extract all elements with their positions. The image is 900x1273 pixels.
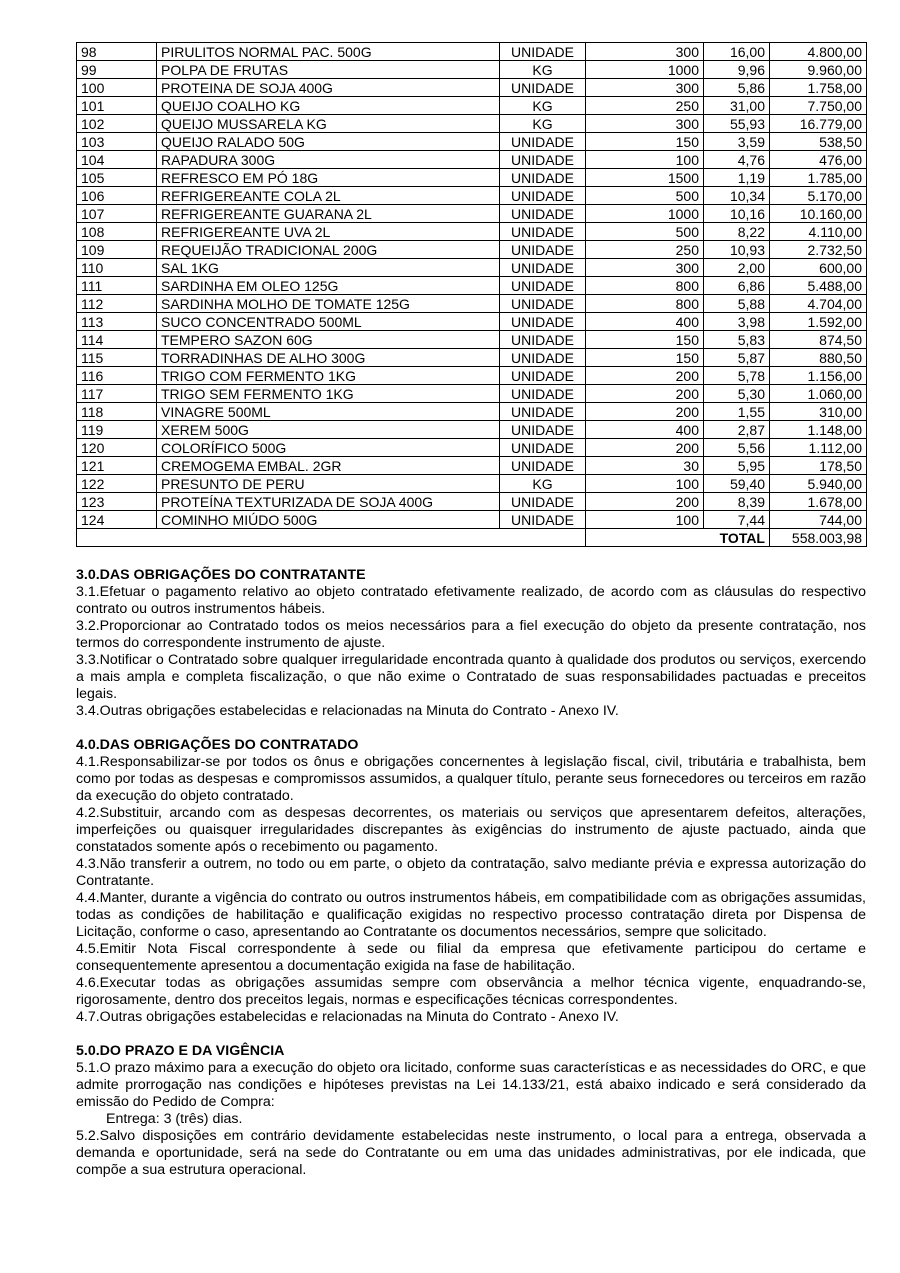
- table-row: [77, 385, 867, 403]
- table-row: [77, 133, 867, 151]
- item-unit-price-cell: 5,56: [704, 439, 770, 457]
- section: [76, 1043, 866, 1179]
- total-label: TOTAL: [704, 529, 770, 547]
- item-unit-price-cell: 5,86: [704, 79, 770, 97]
- item-unit-cell: UNIDADE: [500, 187, 586, 205]
- section-paragraph: 3.3.Notificar o Contratado sobre qualquer irregularidade encontrada quanto à qualidade dos produtos ou serviços, exercendo a mais ampla e completa fiscalização, o que não exime o Contratado de suas responsabilidades pactuadas e preceitos legais.: [76, 652, 866, 702]
- item-unit-price-cell: 1,55: [704, 403, 770, 421]
- item-unit-cell: UNIDADE: [500, 349, 586, 367]
- item-description-cell: TEMPERO SAZON 60G: [157, 331, 500, 349]
- item-number-cell: 114: [77, 331, 157, 349]
- items-table: [76, 42, 867, 547]
- item-unit-cell: UNIDADE: [500, 421, 586, 439]
- item-quantity-cell: 200: [586, 367, 704, 385]
- item-description-cell: TRIGO COM FERMENTO 1KG: [157, 367, 500, 385]
- item-number-cell: 103: [77, 133, 157, 151]
- item-total-cell: 4.110,00: [770, 223, 867, 241]
- item-total-cell: 5.940,00: [770, 475, 867, 493]
- item-quantity-cell: 1000: [586, 205, 704, 223]
- item-quantity-cell: 100: [586, 151, 704, 169]
- item-unit-cell: KG: [500, 97, 586, 115]
- item-number-cell: 121: [77, 457, 157, 475]
- item-total-cell: 5.170,00: [770, 187, 867, 205]
- item-description-cell: REQUEIJÃO TRADICIONAL 200G: [157, 241, 500, 259]
- item-description-cell: CREMOGEMA EMBAL. 2GR: [157, 457, 500, 475]
- item-description-cell: REFRESCO EM PÓ 18G: [157, 169, 500, 187]
- item-description-cell: TRIGO SEM FERMENTO 1KG: [157, 385, 500, 403]
- item-number-cell: 123: [77, 493, 157, 511]
- item-unit-price-cell: 8,39: [704, 493, 770, 511]
- table-row: [77, 259, 867, 277]
- item-unit-price-cell: 55,93: [704, 115, 770, 133]
- table-row: [77, 241, 867, 259]
- item-quantity-cell: 200: [586, 493, 704, 511]
- item-total-cell: 1.592,00: [770, 313, 867, 331]
- item-quantity-cell: 800: [586, 295, 704, 313]
- item-quantity-cell: 100: [586, 475, 704, 493]
- item-total-cell: 4.704,00: [770, 295, 867, 313]
- table-row: [77, 223, 867, 241]
- section-paragraph: 3.1.Efetuar o pagamento relativo ao objeto contratado efetivamente realizado, de acordo com as cláusulas do respectivo contrato ou outros instrumentos hábeis.: [76, 584, 866, 617]
- item-total-cell: 4.800,00: [770, 43, 867, 61]
- total-value: 558.003,98: [770, 529, 867, 547]
- item-unit-cell: UNIDADE: [500, 277, 586, 295]
- item-unit-price-cell: 5,87: [704, 349, 770, 367]
- item-unit-price-cell: 10,16: [704, 205, 770, 223]
- total-row: [77, 529, 867, 547]
- section-paragraph: 4.6.Executar todas as obrigações assumidas sempre com observância a melhor técnica vigente, enquadrando-se, rigorosamente, dentro dos preceitos legais, normas e especificações técnicas correspondentes.: [76, 975, 866, 1008]
- item-total-cell: 1.148,00: [770, 421, 867, 439]
- item-quantity-cell: 150: [586, 349, 704, 367]
- item-unit-price-cell: 59,40: [704, 475, 770, 493]
- item-quantity-cell: 200: [586, 403, 704, 421]
- document-page: [76, 42, 866, 1196]
- item-number-cell: 116: [77, 367, 157, 385]
- item-description-cell: REFRIGEREANTE COLA 2L: [157, 187, 500, 205]
- table-row: [77, 331, 867, 349]
- section-paragraph: 3.2.Proporcionar ao Contratado todos os meios necessários para a fiel execução do objeto da presente contratação, nos termos do correspondente instrumento de ajuste.: [76, 618, 866, 651]
- table-row: [77, 61, 867, 79]
- item-quantity-cell: 150: [586, 331, 704, 349]
- item-quantity-cell: 400: [586, 421, 704, 439]
- item-description-cell: VINAGRE 500ML: [157, 403, 500, 421]
- item-unit-cell: UNIDADE: [500, 241, 586, 259]
- item-unit-price-cell: 5,78: [704, 367, 770, 385]
- table-row: [77, 205, 867, 223]
- item-quantity-cell: 500: [586, 223, 704, 241]
- item-quantity-cell: 300: [586, 115, 704, 133]
- item-total-cell: 16.779,00: [770, 115, 867, 133]
- item-description-cell: COLORÍFICO 500G: [157, 439, 500, 457]
- table-row: [77, 187, 867, 205]
- item-unit-cell: UNIDADE: [500, 331, 586, 349]
- item-unit-cell: KG: [500, 475, 586, 493]
- item-unit-price-cell: 16,00: [704, 43, 770, 61]
- item-number-cell: 105: [77, 169, 157, 187]
- table-row: [77, 403, 867, 421]
- item-number-cell: 109: [77, 241, 157, 259]
- table-row: [77, 43, 867, 61]
- item-unit-price-cell: 10,93: [704, 241, 770, 259]
- section-paragraph: 3.4.Outras obrigações estabelecidas e relacionadas na Minuta do Contrato - Anexo IV.: [76, 703, 619, 719]
- table-row: [77, 97, 867, 115]
- table-row: [77, 169, 867, 187]
- item-unit-price-cell: 3,59: [704, 133, 770, 151]
- item-number-cell: 107: [77, 205, 157, 223]
- item-unit-price-cell: 5,88: [704, 295, 770, 313]
- item-number-cell: 98: [77, 43, 157, 61]
- item-unit-price-cell: 2,00: [704, 259, 770, 277]
- item-unit-cell: UNIDADE: [500, 493, 586, 511]
- item-number-cell: 111: [77, 277, 157, 295]
- item-unit-cell: UNIDADE: [500, 169, 586, 187]
- section-paragraph: 4.1.Responsabilizar-se por todos os ônus e obrigações concernentes à legislação fiscal, civil, tributária e trabalhista, bem como por todas as despesas e compromissos assumidos, a qualquer título, perante seus fornecedores ou terceiros em razão da execução do objeto contratado.: [76, 754, 866, 804]
- item-quantity-cell: 500: [586, 187, 704, 205]
- item-description-cell: REFRIGEREANTE UVA 2L: [157, 223, 500, 241]
- table-row: [77, 313, 867, 331]
- section-paragraph: 4.5.Emitir Nota Fiscal correspondente à sede ou filial da empresa que efetivamente participou do certame e consequentemente apresentou a documentação exigida na fase de habilitação.: [76, 941, 866, 974]
- section-title: 3.0.DAS OBRIGAÇÕES DO CONTRATANTE: [76, 567, 366, 583]
- item-unit-price-cell: 1,19: [704, 169, 770, 187]
- item-unit-cell: UNIDADE: [500, 511, 586, 529]
- item-number-cell: 119: [77, 421, 157, 439]
- section: [76, 567, 866, 720]
- item-number-cell: 115: [77, 349, 157, 367]
- table-row: [77, 457, 867, 475]
- item-quantity-cell: 250: [586, 97, 704, 115]
- item-quantity-cell: 30: [586, 457, 704, 475]
- table-row: [77, 151, 867, 169]
- item-quantity-cell: 150: [586, 133, 704, 151]
- item-number-cell: 108: [77, 223, 157, 241]
- table-row: [77, 439, 867, 457]
- item-number-cell: 106: [77, 187, 157, 205]
- item-total-cell: 1.785,00: [770, 169, 867, 187]
- section-paragraph: 5.1.O prazo máximo para a execução do objeto ora licitado, conforme suas características e as necessidades do ORC, e que admite prorrogação nas condições e hipóteses previstas na Lei 14.133/21, está abaixo indicado e será considerado da emissão do Pedido de Compra:: [76, 1060, 866, 1110]
- item-quantity-cell: 250: [586, 241, 704, 259]
- item-total-cell: 2.732,50: [770, 241, 867, 259]
- item-total-cell: 874,50: [770, 331, 867, 349]
- item-description-cell: PRESUNTO DE PERU: [157, 475, 500, 493]
- item-total-cell: 880,50: [770, 349, 867, 367]
- item-quantity-cell: 300: [586, 79, 704, 97]
- item-unit-price-cell: 9,96: [704, 61, 770, 79]
- item-total-cell: 476,00: [770, 151, 867, 169]
- item-unit-price-cell: 5,83: [704, 331, 770, 349]
- section-title: 4.0.DAS OBRIGAÇÕES DO CONTRATADO: [76, 737, 359, 753]
- item-total-cell: 5.488,00: [770, 277, 867, 295]
- item-total-cell: 1.678,00: [770, 493, 867, 511]
- item-total-cell: 178,50: [770, 457, 867, 475]
- item-description-cell: QUEIJO RALADO 50G: [157, 133, 500, 151]
- table-row: [77, 475, 867, 493]
- table-row: [77, 295, 867, 313]
- section-paragraph: 4.3.Não transferir a outrem, no todo ou em parte, o objeto da contratação, salvo mediante prévia e expressa autorização do Contratante.: [76, 856, 866, 889]
- item-unit-cell: UNIDADE: [500, 205, 586, 223]
- item-number-cell: 101: [77, 97, 157, 115]
- item-total-cell: 1.112,00: [770, 439, 867, 457]
- item-unit-cell: UNIDADE: [500, 457, 586, 475]
- item-unit-cell: UNIDADE: [500, 259, 586, 277]
- table-row: [77, 349, 867, 367]
- item-unit-price-cell: 8,22: [704, 223, 770, 241]
- item-unit-cell: UNIDADE: [500, 295, 586, 313]
- item-unit-price-cell: 6,86: [704, 277, 770, 295]
- item-number-cell: 117: [77, 385, 157, 403]
- item-description-cell: RAPADURA 300G: [157, 151, 500, 169]
- item-unit-price-cell: 10,34: [704, 187, 770, 205]
- item-total-cell: 1.758,00: [770, 79, 867, 97]
- item-unit-price-cell: 5,95: [704, 457, 770, 475]
- item-number-cell: 99: [77, 61, 157, 79]
- item-unit-price-cell: 7,44: [704, 511, 770, 529]
- item-quantity-cell: 100: [586, 511, 704, 529]
- table-row: [77, 277, 867, 295]
- item-total-cell: 1.156,00: [770, 367, 867, 385]
- item-unit-price-cell: 3,98: [704, 313, 770, 331]
- item-description-cell: XEREM 500G: [157, 421, 500, 439]
- section-paragraph: 5.2.Salvo disposições em contrário devidamente estabelecidas neste instrumento, o local para a entrega, observada a demanda e oportunidade, será na sede do Contratante ou em uma das unidades administrativas, por ele indicada, que compõe a sua estrutura operacional.: [76, 1128, 866, 1178]
- item-unit-cell: UNIDADE: [500, 439, 586, 457]
- item-description-cell: TORRADINHAS DE ALHO 300G: [157, 349, 500, 367]
- items-table-body: [77, 43, 867, 529]
- item-unit-cell: UNIDADE: [500, 367, 586, 385]
- total-spacer-cell: [586, 529, 704, 547]
- table-row: [77, 367, 867, 385]
- contract-sections: [76, 567, 866, 1179]
- section-paragraph: Entrega: 3 (três) dias.: [106, 1111, 243, 1127]
- item-unit-cell: UNIDADE: [500, 43, 586, 61]
- item-description-cell: SARDINHA EM OLEO 125G: [157, 277, 500, 295]
- item-description-cell: PROTEINA DE SOJA 400G: [157, 79, 500, 97]
- item-description-cell: COMINHO MIÚDO 500G: [157, 511, 500, 529]
- item-unit-cell: UNIDADE: [500, 133, 586, 151]
- item-unit-price-cell: 31,00: [704, 97, 770, 115]
- item-quantity-cell: 1500: [586, 169, 704, 187]
- item-number-cell: 118: [77, 403, 157, 421]
- item-number-cell: 104: [77, 151, 157, 169]
- item-number-cell: 110: [77, 259, 157, 277]
- item-unit-cell: UNIDADE: [500, 223, 586, 241]
- item-unit-cell: UNIDADE: [500, 313, 586, 331]
- item-total-cell: 538,50: [770, 133, 867, 151]
- table-row: [77, 79, 867, 97]
- item-quantity-cell: 400: [586, 313, 704, 331]
- item-total-cell: 1.060,00: [770, 385, 867, 403]
- item-number-cell: 120: [77, 439, 157, 457]
- item-quantity-cell: 300: [586, 259, 704, 277]
- section-paragraph: 4.2.Substituir, arcando com as despesas decorrentes, os materiais ou serviços que apresentarem defeitos, alterações, imperfeições ou quaisquer irregularidades discrepantes às exigências do instrumento de ajuste pactuado, ainda que constatados somente após o recebimento ou pagamento.: [76, 805, 866, 855]
- item-description-cell: SAL 1KG: [157, 259, 500, 277]
- section-paragraph: 4.4.Manter, durante a vigência do contrato ou outros instrumentos hábeis, em compatibilidade com as obrigações assumidas, todas as condições de habilitação e qualificação exigidas no respectivo processo contratação direta por Dispensa de Licitação, conforme o caso, apresentando ao Contratante os documentos necessários, sempre que solicitado.: [76, 890, 866, 940]
- item-number-cell: 102: [77, 115, 157, 133]
- total-blank-cell: [77, 529, 586, 547]
- item-unit-price-cell: 4,76: [704, 151, 770, 169]
- item-description-cell: PROTEÍNA TEXTURIZADA DE SOJA 400G: [157, 493, 500, 511]
- item-total-cell: 9.960,00: [770, 61, 867, 79]
- item-total-cell: 744,00: [770, 511, 867, 529]
- item-unit-price-cell: 2,87: [704, 421, 770, 439]
- item-unit-cell: UNIDADE: [500, 79, 586, 97]
- item-total-cell: 7.750,00: [770, 97, 867, 115]
- item-description-cell: POLPA DE FRUTAS: [157, 61, 500, 79]
- item-number-cell: 124: [77, 511, 157, 529]
- item-unit-cell: UNIDADE: [500, 151, 586, 169]
- item-number-cell: 113: [77, 313, 157, 331]
- section: [76, 737, 866, 1026]
- item-description-cell: QUEIJO COALHO KG: [157, 97, 500, 115]
- item-quantity-cell: 800: [586, 277, 704, 295]
- item-quantity-cell: 200: [586, 439, 704, 457]
- item-number-cell: 100: [77, 79, 157, 97]
- item-description-cell: QUEIJO MUSSARELA KG: [157, 115, 500, 133]
- item-total-cell: 600,00: [770, 259, 867, 277]
- item-unit-cell: UNIDADE: [500, 385, 586, 403]
- item-total-cell: 310,00: [770, 403, 867, 421]
- table-row: [77, 511, 867, 529]
- table-row: [77, 421, 867, 439]
- item-quantity-cell: 200: [586, 385, 704, 403]
- item-description-cell: SUCO CONCENTRADO 500ML: [157, 313, 500, 331]
- table-row: [77, 493, 867, 511]
- section-title: 5.0.DO PRAZO E DA VIGÊNCIA: [76, 1043, 285, 1059]
- item-number-cell: 112: [77, 295, 157, 313]
- item-unit-price-cell: 5,30: [704, 385, 770, 403]
- item-unit-cell: KG: [500, 115, 586, 133]
- item-quantity-cell: 1000: [586, 61, 704, 79]
- section-paragraph: 4.7.Outras obrigações estabelecidas e relacionadas na Minuta do Contrato - Anexo IV.: [76, 1009, 619, 1025]
- item-unit-cell: UNIDADE: [500, 403, 586, 421]
- item-quantity-cell: 300: [586, 43, 704, 61]
- item-number-cell: 122: [77, 475, 157, 493]
- item-total-cell: 10.160,00: [770, 205, 867, 223]
- item-description-cell: PIRULITOS NORMAL PAC. 500G: [157, 43, 500, 61]
- item-description-cell: SARDINHA MOLHO DE TOMATE 125G: [157, 295, 500, 313]
- item-description-cell: REFRIGEREANTE GUARANA 2L: [157, 205, 500, 223]
- item-unit-cell: KG: [500, 61, 586, 79]
- table-row: [77, 115, 867, 133]
